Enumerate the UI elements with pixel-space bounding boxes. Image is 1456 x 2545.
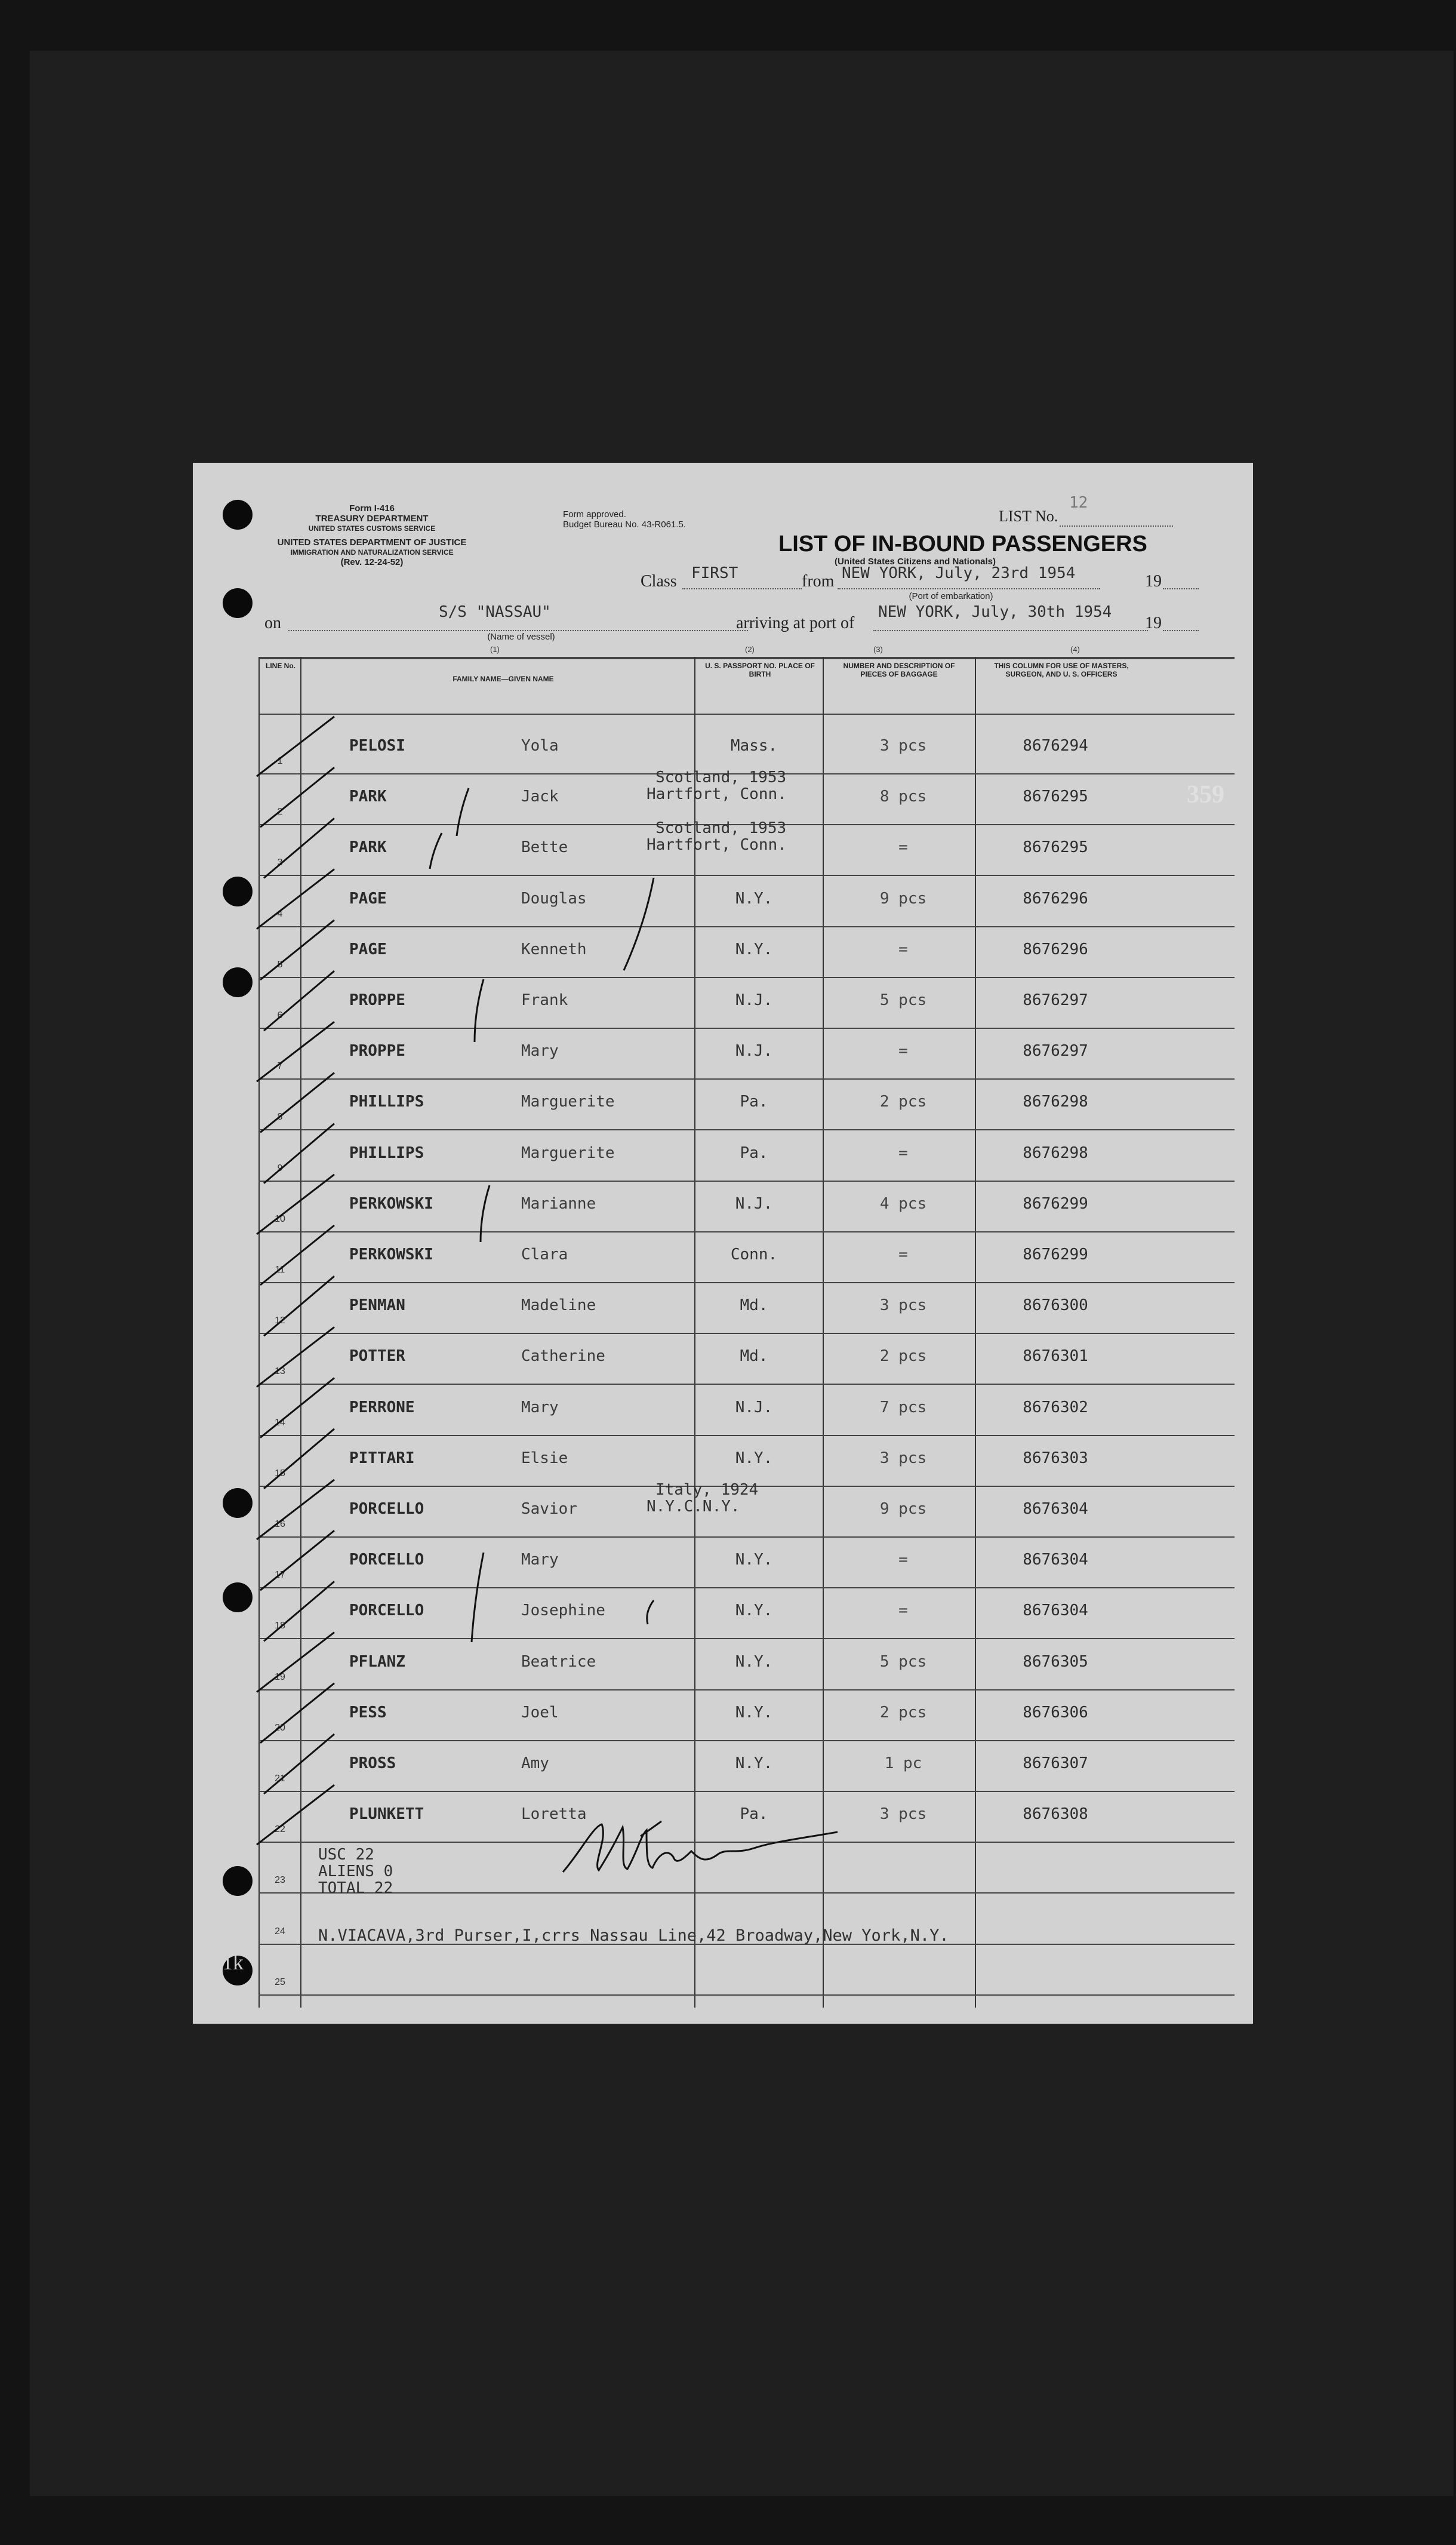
ticket-number: 8676296 bbox=[1023, 940, 1088, 958]
margin-check-mark bbox=[264, 1581, 334, 1641]
baggage-count: 1 pc bbox=[884, 1754, 922, 1772]
given-name: Loretta bbox=[521, 1805, 587, 1824]
family-name: PERRONE bbox=[349, 1398, 415, 1416]
place-of-birth: N.Y. bbox=[735, 940, 773, 958]
margin-check-mark bbox=[257, 1022, 334, 1081]
line-number: 22 bbox=[275, 1824, 285, 1835]
name-check-mark bbox=[430, 833, 442, 869]
treasury-department: TREASURY DEPARTMENT bbox=[315, 514, 429, 524]
given-name: Marianne bbox=[521, 1194, 596, 1213]
margin-check-mark bbox=[260, 767, 334, 827]
margin-check-mark bbox=[260, 1378, 334, 1438]
port-caption: (Port of embarkation) bbox=[909, 591, 993, 601]
given-name: Elsie bbox=[521, 1449, 568, 1467]
baggage-count: 3 pcs bbox=[879, 1805, 927, 1824]
department-of-justice: UNITED STATES DEPARTMENT OF JUSTICE bbox=[277, 537, 467, 548]
line-number: 10 bbox=[275, 1213, 285, 1224]
margin-check-mark bbox=[264, 971, 334, 1031]
given-name: Catherine bbox=[521, 1347, 605, 1366]
ticket-number: 8676305 bbox=[1023, 1652, 1088, 1671]
line-number: 17 bbox=[275, 1570, 285, 1581]
line-number: 13 bbox=[275, 1366, 285, 1377]
line-number: 19 bbox=[275, 1671, 285, 1682]
baggage-count: = bbox=[898, 1551, 908, 1569]
list-number: 12 bbox=[1069, 494, 1088, 512]
family-name: PESS bbox=[349, 1703, 387, 1722]
place-of-birth: N.J. bbox=[735, 1398, 773, 1416]
ticket-number: 8676298 bbox=[1023, 1144, 1088, 1162]
place-of-birth-upper: Scotland, 1953 bbox=[655, 769, 787, 787]
given-name: Yola bbox=[521, 737, 559, 755]
ticket-number: 8676304 bbox=[1023, 1602, 1088, 1620]
family-name: PHILLIPS bbox=[349, 1093, 424, 1111]
name-check-mark bbox=[457, 788, 469, 836]
place-of-birth-lower: Hartfort, Conn. bbox=[647, 785, 787, 804]
given-name: Mary bbox=[521, 1042, 559, 1061]
ticket-number: 8676301 bbox=[1023, 1347, 1088, 1366]
column-number: (3) bbox=[873, 645, 883, 654]
name-check-mark bbox=[481, 1185, 490, 1242]
family-name: PENMAN bbox=[349, 1296, 405, 1315]
ticket-number: 8676299 bbox=[1023, 1194, 1088, 1213]
header-passport: U. S. PASSPORT NO. PLACE OF BIRTH bbox=[705, 662, 815, 678]
baggage-count: = bbox=[898, 940, 908, 958]
given-name: Mary bbox=[521, 1398, 559, 1416]
baggage-count: = bbox=[898, 1602, 908, 1620]
ticket-number: 8676304 bbox=[1023, 1500, 1088, 1518]
given-name: Marguerite bbox=[521, 1144, 615, 1162]
margin-check-mark bbox=[264, 1124, 334, 1184]
year-label: 19 bbox=[1145, 614, 1162, 632]
line-number: 21 bbox=[275, 1773, 285, 1784]
given-name: Jack bbox=[521, 788, 559, 806]
column-number: (2) bbox=[745, 645, 755, 654]
given-name: Savior bbox=[521, 1500, 577, 1518]
column-number: (1) bbox=[490, 645, 500, 654]
place-of-birth: N.Y. bbox=[735, 1703, 773, 1722]
line-number: 11 bbox=[275, 1265, 285, 1275]
baggage-count: 3 pcs bbox=[879, 1449, 927, 1467]
arriving-label: arriving at port of bbox=[736, 614, 855, 632]
baggage-count: 3 pcs bbox=[879, 737, 927, 755]
line-number: 20 bbox=[275, 1722, 285, 1733]
ticket-number: 8676307 bbox=[1023, 1754, 1088, 1772]
line-number: 7 bbox=[277, 1061, 283, 1072]
family-name: PARK bbox=[349, 838, 387, 857]
family-name: PORCELLO bbox=[349, 1500, 424, 1518]
line-number: 24 bbox=[275, 1926, 285, 1937]
given-name: Joel bbox=[521, 1703, 559, 1722]
document-subtitle: (United States Citizens and Nationals) bbox=[834, 557, 996, 567]
baggage-count: 4 pcs bbox=[879, 1194, 927, 1213]
place-of-birth: Conn. bbox=[730, 1246, 778, 1264]
margin-check-mark bbox=[264, 1429, 334, 1489]
place-of-birth: N.Y. bbox=[735, 1754, 773, 1772]
margin-check-mark bbox=[264, 818, 334, 878]
header-officers: THIS COLUMN FOR USE OF MASTERS, SURGEON, AND U. S. OFFICERS bbox=[994, 662, 1129, 678]
total-count: TOTAL 22 bbox=[318, 1879, 393, 1897]
place-of-birth: Pa. bbox=[740, 1805, 768, 1824]
place-of-birth: Pa. bbox=[740, 1144, 768, 1162]
family-name: PROSS bbox=[349, 1754, 396, 1772]
given-name: Mary bbox=[521, 1551, 559, 1569]
place-of-birth: N.J. bbox=[735, 991, 773, 1009]
name-check-mark bbox=[647, 1600, 654, 1624]
baggage-count: 2 pcs bbox=[879, 1347, 927, 1366]
line-number: 2 bbox=[277, 807, 283, 817]
margin-check-mark bbox=[257, 1633, 334, 1692]
baggage-count: = bbox=[898, 1144, 908, 1162]
vessel-name: S/S "NASSAU" bbox=[439, 603, 551, 621]
given-name: Madeline bbox=[521, 1296, 596, 1315]
name-check-mark bbox=[624, 878, 654, 970]
baggage-count: = bbox=[898, 1042, 908, 1061]
place-of-birth-lower: N.Y.C.N.Y. bbox=[647, 1498, 740, 1516]
family-name: PLUNKETT bbox=[349, 1805, 424, 1824]
ticket-number: 8676298 bbox=[1023, 1093, 1088, 1111]
line-number: 4 bbox=[277, 908, 283, 919]
ticket-number: 8676302 bbox=[1023, 1398, 1088, 1416]
baggage-count: 9 pcs bbox=[879, 1500, 927, 1518]
margin-check-mark bbox=[257, 1175, 334, 1234]
family-name: PITTARI bbox=[349, 1449, 415, 1467]
family-name: POTTER bbox=[349, 1347, 405, 1366]
document-title: LIST OF IN-BOUND PASSENGERS bbox=[778, 531, 1147, 557]
place-of-birth: Mass. bbox=[730, 737, 778, 755]
given-name: Marguerite bbox=[521, 1093, 615, 1111]
budget-bureau-number: Budget Bureau No. 43-R061.5. bbox=[563, 520, 686, 530]
line-number: 9 bbox=[277, 1163, 283, 1173]
ticket-number: 8676303 bbox=[1023, 1449, 1088, 1467]
baggage-count: 9 pcs bbox=[879, 889, 927, 908]
line-number: 6 bbox=[277, 1010, 283, 1021]
baggage-count: = bbox=[898, 1246, 908, 1264]
line-number: 14 bbox=[275, 1417, 285, 1428]
line-number: 23 bbox=[275, 1875, 285, 1886]
line-number: 3 bbox=[277, 857, 283, 868]
family-name: PFLANZ bbox=[349, 1652, 405, 1671]
margin-check-mark bbox=[257, 1327, 334, 1387]
list-number-label: LIST No. bbox=[999, 508, 1058, 525]
place-of-birth-upper: Scotland, 1953 bbox=[655, 819, 787, 838]
purser-line: N.VIACAVA,3rd Purser,I,crrs Nassau Line,42 Broadway,New York,N.Y. bbox=[318, 1926, 949, 1945]
baggage-count: = bbox=[898, 838, 908, 857]
place-of-birth-lower: Hartfort, Conn. bbox=[647, 836, 787, 855]
line-number: 8 bbox=[277, 1112, 283, 1123]
family-name: PORCELLO bbox=[349, 1551, 424, 1569]
on-label: on bbox=[264, 614, 281, 632]
family-name: PHILLIPS bbox=[349, 1144, 424, 1162]
place-of-birth: Md. bbox=[740, 1347, 768, 1366]
given-name: Amy bbox=[521, 1754, 549, 1772]
baggage-count: 5 pcs bbox=[879, 1652, 927, 1671]
customs-service: UNITED STATES CUSTOMS SERVICE bbox=[308, 524, 436, 533]
baggage-count: 2 pcs bbox=[879, 1093, 927, 1111]
ticket-number: 8676299 bbox=[1023, 1246, 1088, 1264]
baggage-count: 2 pcs bbox=[879, 1703, 927, 1722]
family-name: PERKOWSKI bbox=[349, 1246, 433, 1264]
name-check-mark bbox=[472, 1553, 484, 1642]
margin-check-mark bbox=[257, 1785, 334, 1845]
form-number: Form I-416 bbox=[349, 503, 395, 514]
family-name: PERKOWSKI bbox=[349, 1194, 433, 1213]
place-of-birth: Pa. bbox=[740, 1093, 768, 1111]
margin-check-mark bbox=[257, 717, 334, 776]
ticket-number: 8676295 bbox=[1023, 788, 1088, 806]
place-of-birth: Md. bbox=[740, 1296, 768, 1315]
ticket-number: 8676304 bbox=[1023, 1551, 1088, 1569]
line-number: 1 bbox=[277, 756, 283, 766]
place-of-birth: N.J. bbox=[735, 1042, 773, 1061]
margin-check-mark bbox=[264, 1734, 334, 1794]
margin-check-mark bbox=[260, 1683, 334, 1743]
ticket-number: 8676294 bbox=[1023, 737, 1088, 755]
header-line-no: LINE No. bbox=[266, 662, 295, 670]
ticket-number: 8676308 bbox=[1023, 1805, 1088, 1824]
revision-date: (Rev. 12-24-52) bbox=[340, 557, 404, 567]
place-of-birth-upper: Italy, 1924 bbox=[655, 1481, 759, 1499]
place-of-birth: N.Y. bbox=[735, 1551, 773, 1569]
place-of-birth: N.Y. bbox=[735, 1449, 773, 1467]
place-of-birth: N.Y. bbox=[735, 1652, 773, 1671]
margin-check-mark bbox=[260, 920, 334, 980]
ticket-number: 8676295 bbox=[1023, 838, 1088, 857]
place-of-birth: N.J. bbox=[735, 1194, 773, 1213]
class-label: Class bbox=[641, 572, 677, 591]
given-name: Kenneth bbox=[521, 940, 587, 958]
baggage-count: 8 pcs bbox=[879, 788, 927, 806]
margin-annotation: 1k bbox=[222, 1950, 244, 1974]
margin-check-mark bbox=[260, 1530, 334, 1590]
ticket-number: 8676296 bbox=[1023, 889, 1088, 908]
form-approved: Form approved. bbox=[563, 509, 626, 520]
arrival-value: NEW YORK, July, 30th 1954 bbox=[878, 603, 1112, 621]
given-name: Frank bbox=[521, 991, 568, 1009]
margin-check-mark bbox=[260, 1072, 334, 1132]
family-name: PELOSI bbox=[349, 737, 405, 755]
class-value: FIRST bbox=[691, 564, 738, 582]
line-number: 18 bbox=[275, 1621, 285, 1631]
margin-check-mark bbox=[264, 1276, 334, 1336]
column-number: (4) bbox=[1070, 645, 1080, 654]
margin-check-mark bbox=[257, 869, 334, 929]
from-label: from bbox=[802, 572, 835, 591]
line-number: 12 bbox=[275, 1315, 285, 1326]
year-label: 19 bbox=[1145, 572, 1162, 591]
line-number: 16 bbox=[275, 1519, 285, 1529]
given-name: Clara bbox=[521, 1246, 568, 1264]
place-of-birth: N.Y. bbox=[735, 1602, 773, 1620]
ticket-number: 8676300 bbox=[1023, 1296, 1088, 1315]
given-name: Josephine bbox=[521, 1602, 605, 1620]
margin-check-mark bbox=[260, 1225, 334, 1285]
baggage-count: 3 pcs bbox=[879, 1296, 927, 1315]
family-name: PORCELLO bbox=[349, 1602, 424, 1620]
line-number: 5 bbox=[277, 959, 283, 970]
given-name: Bette bbox=[521, 838, 568, 857]
baggage-count: 5 pcs bbox=[879, 991, 927, 1009]
usc-count: USC 22 bbox=[318, 1846, 374, 1864]
line-number: 15 bbox=[275, 1468, 285, 1479]
aliens-count: ALIENS 0 bbox=[318, 1862, 393, 1880]
margin-check-mark bbox=[257, 1480, 334, 1539]
header-baggage: NUMBER AND DESCRIPTION OF PIECES OF BAGGAGE bbox=[843, 662, 955, 678]
embarkation-value: NEW YORK, July, 23rd 1954 bbox=[842, 564, 1076, 582]
ticket-number: 8676297 bbox=[1023, 1042, 1088, 1061]
header-name: FAMILY NAME—GIVEN NAME bbox=[453, 675, 554, 683]
ticket-number: 8676306 bbox=[1023, 1703, 1088, 1722]
ticket-number: 8676297 bbox=[1023, 991, 1088, 1009]
given-name: Douglas bbox=[521, 889, 587, 908]
family-name: PAGE bbox=[349, 940, 387, 958]
line-number: 25 bbox=[275, 1977, 285, 1987]
frame-page-number: 359 bbox=[1187, 781, 1224, 809]
place-of-birth: N.Y. bbox=[735, 889, 773, 908]
family-name: PROPPE bbox=[349, 991, 405, 1009]
vessel-caption: (Name of vessel) bbox=[487, 632, 555, 642]
family-name: PROPPE bbox=[349, 1042, 405, 1061]
baggage-count: 7 pcs bbox=[879, 1398, 927, 1416]
family-name: PAGE bbox=[349, 889, 387, 908]
family-name: PARK bbox=[349, 788, 387, 806]
immigration-service: IMMIGRATION AND NATURALIZATION SERVICE bbox=[290, 548, 454, 557]
name-check-mark bbox=[475, 979, 484, 1042]
given-name: Beatrice bbox=[521, 1652, 596, 1671]
